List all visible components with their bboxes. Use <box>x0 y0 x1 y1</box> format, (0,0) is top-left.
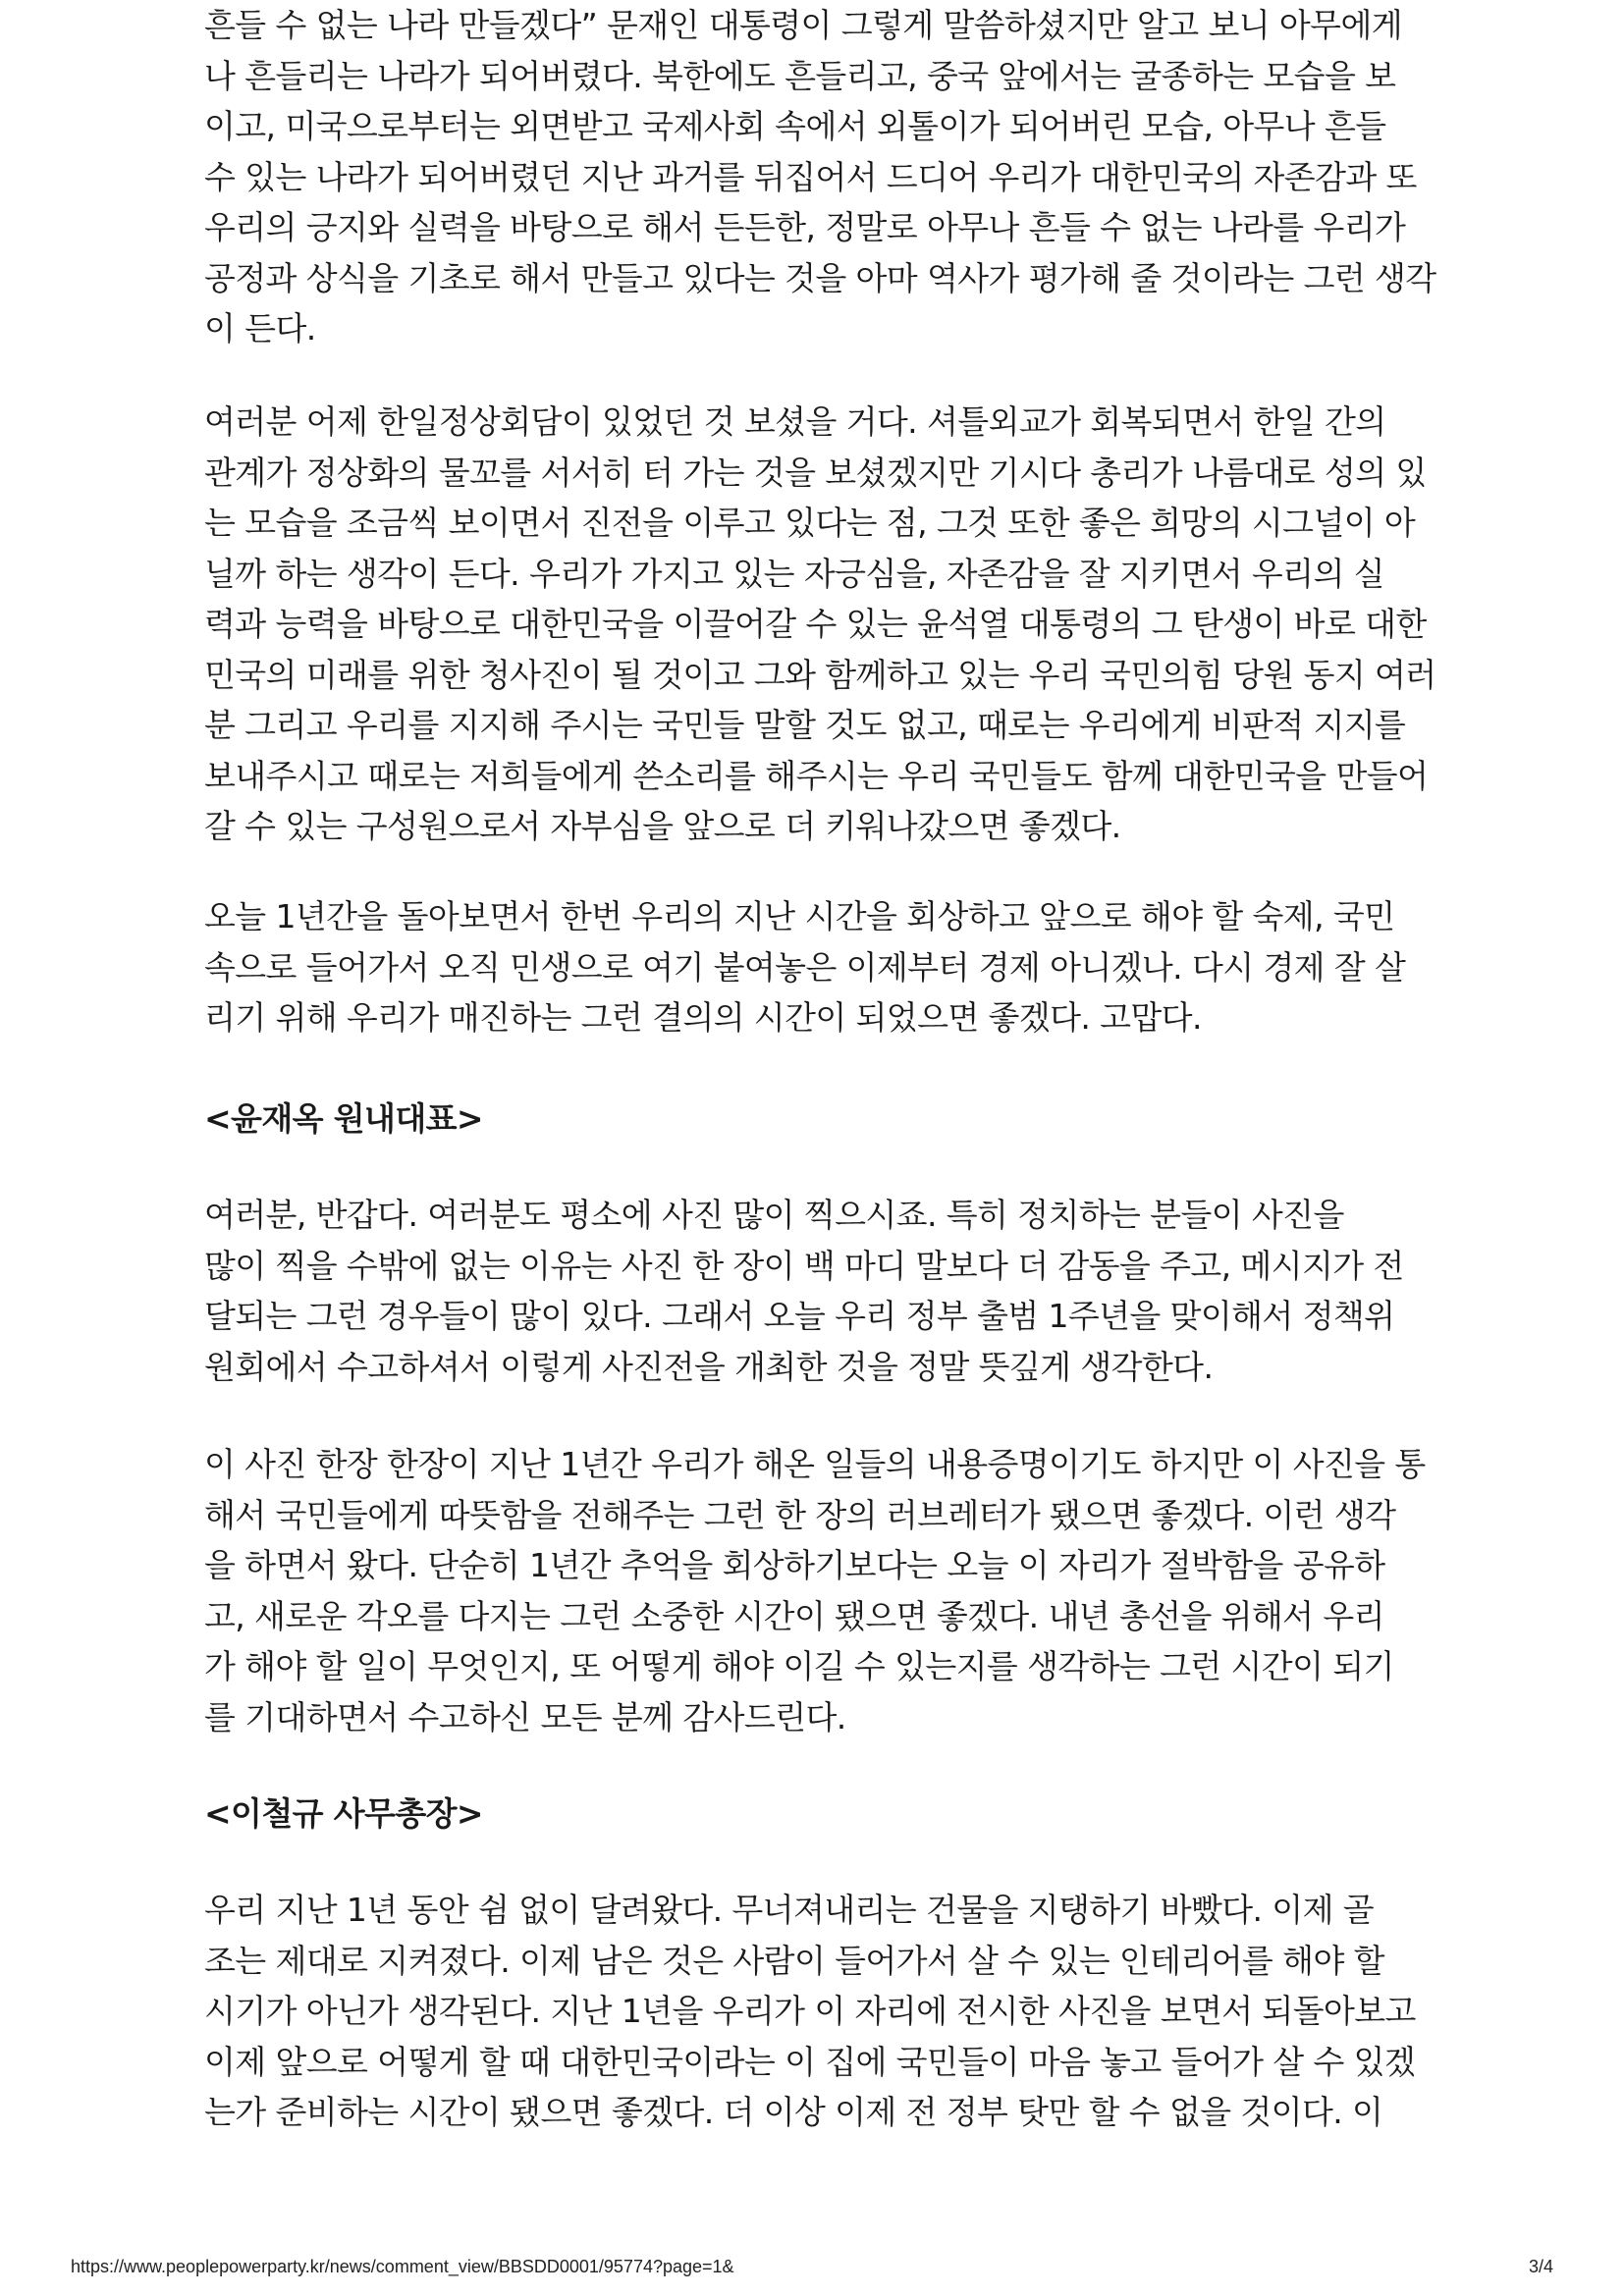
text-line: 시기가 아닌가 생각된다. 지난 1년을 우리가 이 자리에 전시한 사진을 보면서 되돌아보고 <box>204 1992 1416 2030</box>
page-number: 3/4 <box>1528 2257 1553 2276</box>
text-line: 원회에서 수고하셔서 이렇게 사진전을 개최한 것을 정말 뜻깊게 생각한다. <box>204 1347 1214 1386</box>
paragraph-love-letter <box>204 1439 1426 1742</box>
speaker-heading-floor-leader: <윤재옥 원내대표> <box>204 1099 483 1138</box>
text-line: 는 모습을 조금씩 보이면서 진전을 이루고 있다는 점, 그것 또한 좋은 희망의 시그널이 아 <box>204 504 1416 542</box>
text-line: 수 있는 나라가 되어버렸던 지난 과거를 뒤집어서 드디어 우리가 대한민국의 자존감과 또 <box>204 157 1417 196</box>
text-line: 관계가 정상화의 물꼬를 서서히 터 가는 것을 보셨겠지만 기시다 총리가 나름대로 성의 있 <box>204 453 1427 492</box>
text-line: 흔들 수 없는 나라 만들겠다” 문재인 대통령이 그렇게 말씀하셨지만 알고 보니 아무에게 <box>204 6 1403 44</box>
text-line: 많이 찍을 수밖에 없는 이유는 사진 한 장이 백 마디 말보다 더 감동을 주고, 메시지가 전 <box>204 1246 1404 1285</box>
text-line: 공정과 상식을 기초로 해서 만들고 있다는 것을 아마 역사가 평가해 줄 것이라는 그런 생각 <box>204 258 1436 297</box>
paragraph-photo-exhibition <box>204 1190 1404 1392</box>
text-line: 우리의 긍지와 실력을 바탕으로 해서 든든한, 정말로 아무나 흔들 수 없는 나라를 우리가 <box>204 208 1406 246</box>
text-line: 달되는 그런 경우들이 많이 있다. 그래서 오늘 우리 정부 출범 1주년을 맞이해서 정책위 <box>204 1297 1395 1335</box>
text-line: 이제 앞으로 어떻게 할 때 대한민국이라는 이 집에 국민들이 마음 놓고 들어가 살 수 있겠 <box>204 2042 1416 2081</box>
text-line: 닐까 하는 생각이 든다. 우리가 가지고 있는 자긍심을, 자존감을 잘 지키면서 우리의 실 <box>204 554 1384 593</box>
paragraph-one-year-review <box>204 891 1405 1043</box>
text-line: 이 사진 한장 한장이 지난 1년간 우리가 해온 일들의 내용증명이기도 하지만 이 사진을 통 <box>204 1445 1426 1483</box>
text-line: 가 해야 할 일이 무엇인지, 또 어떻게 해야 이길 수 있는지를 생각하는 그런 시간이 되기 <box>204 1647 1394 1685</box>
text-line: 우리 지난 1년 동안 쉼 없이 달려왔다. 무너져내리는 건물을 지탱하기 바빴다. 이제 골 <box>204 1891 1375 1929</box>
text-line: 을 하면서 왔다. 단순히 1년간 추억을 회상하기보다는 오늘 이 자리가 절박함을 공유하 <box>204 1546 1385 1584</box>
text-line: 해서 국민들에게 따뜻함을 전해주는 그런 한 장의 러브레터가 됐으면 좋겠다. 이런 생각 <box>204 1495 1396 1534</box>
text-line: 분 그리고 우리를 지지해 주시는 국민들 말할 것도 없고, 때로는 우리에게 비판적 지지를 <box>204 706 1406 744</box>
paragraph-rebuilding <box>204 1885 1416 2138</box>
paragraph-korea-japan-summit <box>204 397 1436 852</box>
text-line: 는가 준비하는 시간이 됐으면 좋겠다. 더 이상 이제 전 정부 탓만 할 수 없을 것이다. 이 <box>204 2093 1383 2131</box>
text-line: 력과 능력을 바탕으로 대한민국을 이끌어갈 수 있는 윤석열 대통령의 그 탄생이 바로 대한 <box>204 605 1427 643</box>
text-line: 갈 수 있는 구성원으로서 자부심을 앞으로 더 키워나갔으면 좋겠다. <box>204 807 1121 845</box>
text-line: 여러분, 반갑다. 여러분도 평소에 사진 많이 찍으시죠. 특히 정치하는 분들이 사진을 <box>204 1196 1344 1234</box>
source-url: https://www.peoplepowerparty.kr/news/comment_view/BBSDD0001/95774?page=1& <box>71 2257 734 2276</box>
text-line: 이고, 미국으로부터는 외면받고 국제사회 속에서 외톨이가 되어버린 모습, 아무나 흔들 <box>204 107 1386 145</box>
text-line: 오늘 1년간을 돌아보면서 한번 우리의 지난 시간을 회상하고 앞으로 해야 할 숙제, 국민 <box>204 897 1395 935</box>
text-line: 속으로 들어가서 오직 민생으로 여기 붙여놓은 이제부터 경제 아니겠나. 다시 경제 잘 살 <box>204 947 1406 987</box>
text-line: 이 든다. <box>204 309 316 347</box>
text-line: 조는 제대로 지켜졌다. 이제 남은 것은 사람이 들어가서 살 수 있는 인테리어를 해야 할 <box>204 1941 1384 1980</box>
text-line: 민국의 미래를 위한 청사진이 될 것이고 그와 함께하고 있는 우리 국민의힘 당원 동지 여러 <box>204 655 1436 694</box>
text-line: 리기 위해 우리가 매진하는 그런 결의의 시간이 되었으면 좋겠다. 고맙다. <box>204 998 1202 1037</box>
speaker-heading-secretary-general: <이철규 사무총장> <box>204 1794 483 1833</box>
page-footer <box>71 2257 1553 2282</box>
text-line: 여러분 어제 한일정상회담이 있었던 것 보셨을 거다. 셔틀외교가 회복되면서 한일 간의 <box>204 402 1386 441</box>
text-line: 를 기대하면서 수고하신 모든 분께 감사드린다. <box>204 1697 846 1736</box>
text-line: 고, 새로운 각오를 다지는 그런 소중한 시간이 됐으면 좋겠다. 내년 총선을 위해서 우리 <box>204 1596 1384 1635</box>
text-line: 보내주시고 때로는 저희들에게 쓴소리를 해주시는 우리 국민들도 함께 대한민국을 만들어 <box>204 756 1429 795</box>
paragraph-closing-remarks <box>204 0 1436 354</box>
text-line: 나 흔들리는 나라가 되어버렸다. 북한에도 흔들리고, 중국 앞에서는 굴종하는 모습을 보 <box>204 56 1396 95</box>
